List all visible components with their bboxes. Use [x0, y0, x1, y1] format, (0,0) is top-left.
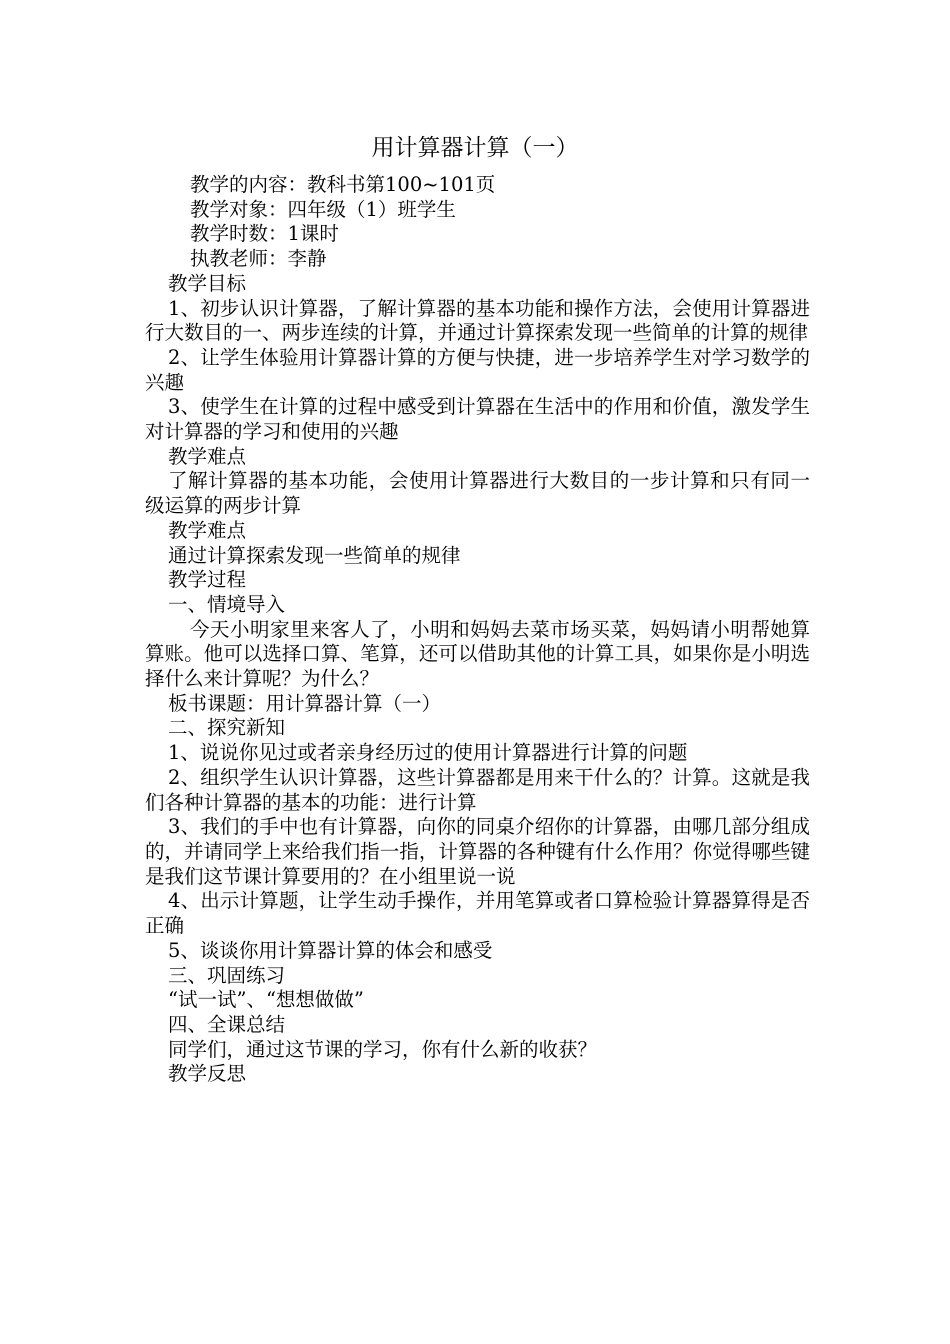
part2-item: 2、组织学生认识计算器，这些计算器都是用来干什么的？计算。这就是我们各种计算器的基本的功能：进行计算: [145, 765, 810, 814]
reflection-heading: 教学反思: [168, 1062, 247, 1086]
part1-text: 今天小明家里来客人了，小明和妈妈去菜市场买菜，妈妈请小明帮她算算账。他可以选择口算、笔算，还可以借助其他的计算工具，如果你是小明选择什么来计算呢？为什么？: [145, 617, 810, 691]
document-title: 用计算器计算（一）: [371, 135, 579, 161]
part2-heading: 二、探究新知: [168, 716, 286, 740]
key-point-text: 了解计算器的基本功能，会使用计算器进行大数目的一步计算和只有同一级运算的两步计算: [145, 469, 810, 518]
part3-heading: 三、巩固练习: [168, 963, 286, 987]
part2-item: 5、谈谈你用计算器计算的体会和感受: [168, 938, 493, 962]
part4-text: 同学们，通过这节课的学习，你有什么新的收获？: [168, 1037, 598, 1061]
part1-board: 板书课题：用计算器计算（一）: [168, 691, 442, 715]
objectives-heading: 教学目标: [168, 271, 247, 295]
part2-item: 3、我们的手中也有计算器，向你的同桌介绍你的计算器，由哪几部分组成的，并请同学上来给我们指一指，计算器的各种键有什么作用？你觉得哪些键是我们这节课计算要用的？在小组里说一说: [145, 815, 810, 888]
objective-item: 1、初步认识计算器，了解计算器的基本功能和操作方法，会使用计算器进行大数目的一、两步连续的计算，并通过计算探索发现一些简单的计算的规律: [145, 296, 810, 345]
info-content: 教学的内容：教科书第100~101页: [190, 173, 496, 196]
part4-heading: 四、全课总结: [168, 1012, 286, 1036]
difficulty-text: 通过计算探索发现一些简单的规律: [168, 543, 461, 567]
part3-text: “试一试”、“想想做做”: [168, 988, 364, 1012]
key-point-heading: 教学难点: [168, 444, 247, 468]
part2-item: 1、说说你见过或者亲身经历过的使用计算器进行计算的问题: [168, 741, 688, 765]
info-duration: 教学时数：1课时: [190, 222, 339, 246]
objective-item: 2、让学生体验用计算器计算的方便与快捷，进一步培养学生对学习数学的兴趣: [145, 345, 810, 394]
part2-item: 4、出示计算题，让学生动手操作，并用笔算或者口算检验计算器算得是否正确: [145, 889, 810, 938]
objective-item: 3、使学生在计算的过程中感受到计算器在生活中的作用和价值，激发学生对计算器的学习和使用的兴趣: [145, 395, 810, 444]
process-heading: 教学过程: [168, 568, 247, 592]
info-teacher: 执教老师：李静: [190, 247, 327, 271]
document-body: [145, 173, 810, 1087]
part1-heading: 一、情境导入: [168, 592, 286, 616]
difficulty-heading: 教学难点: [168, 518, 247, 542]
info-target: 教学对象：四年级（1）班学生: [190, 197, 456, 221]
